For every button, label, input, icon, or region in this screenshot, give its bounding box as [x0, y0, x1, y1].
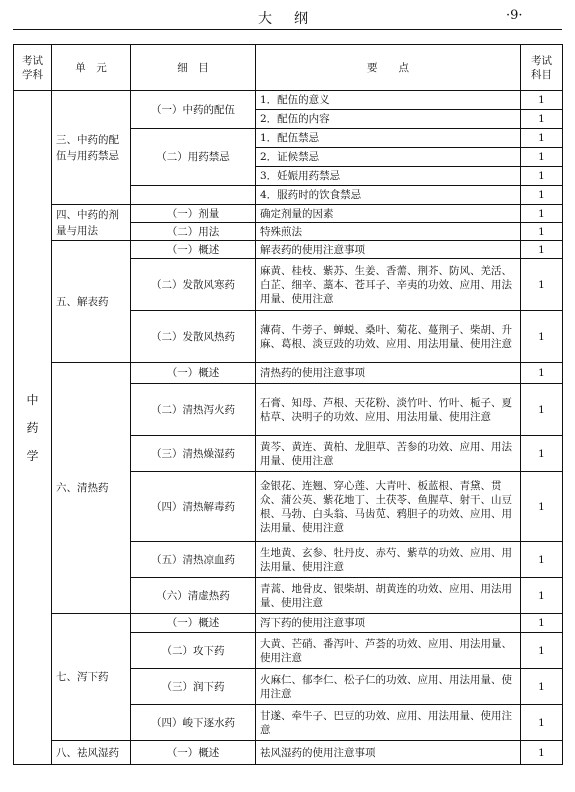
grade-1: 1 — [521, 91, 563, 110]
detail-4: （二）用法 — [131, 223, 256, 241]
page-number: ·9· — [506, 8, 523, 23]
point-6: 4．服药时的饮食禁忌 — [256, 186, 521, 205]
detail-17: （四）峻下逐水药 — [131, 705, 256, 741]
grade-4: 1 — [521, 148, 563, 167]
header-points: 要 点 — [256, 45, 521, 91]
detail-18: （一）概述 — [131, 741, 256, 765]
header-detail: 细 目 — [131, 45, 256, 91]
point-5: 3．妊娠用药禁忌 — [256, 167, 521, 186]
grade-14: 1 — [521, 436, 563, 472]
point-3: 1．配伍禁忌 — [256, 129, 521, 148]
detail-10: （三）清热燥湿药 — [131, 436, 256, 472]
grade-16: 1 — [521, 542, 563, 578]
unit-7-text: 七、泻下药 — [56, 671, 109, 683]
detail-2b-empty — [131, 186, 256, 205]
detail-9: （二）清热泻火药 — [131, 384, 256, 436]
point-2: 2．配伍的内容 — [256, 110, 521, 129]
point-4: 2．证候禁忌 — [256, 148, 521, 167]
detail-2: （二）用药禁忌 — [131, 129, 256, 186]
unit-5-text: 五、解表药 — [56, 295, 109, 308]
header-unit: 单 元 — [52, 45, 131, 91]
detail-1: （一）中药的配伍 — [131, 91, 256, 129]
running-title: 大纲 — [258, 11, 330, 27]
unit-5 — [52, 241, 131, 363]
grade-22: 1 — [521, 741, 563, 765]
grade-20: 1 — [521, 669, 563, 705]
subject-text: 中 药 学 — [26, 392, 39, 463]
detail-13: （六）清虚热药 — [131, 578, 256, 614]
point-8: 特殊煎法 — [256, 223, 521, 241]
grade-17: 1 — [521, 578, 563, 614]
grade-19: 1 — [521, 633, 563, 669]
header-subject-text: 考试 学科 — [22, 54, 43, 81]
grade-18: 1 — [521, 614, 563, 633]
detail-5: （一）概述 — [131, 241, 256, 259]
detail-15: （二）攻下药 — [131, 633, 256, 669]
grade-9: 1 — [521, 241, 563, 259]
grade-11: 1 — [521, 311, 563, 363]
point-1: 1．配伍的意义 — [256, 91, 521, 110]
grade-21: 1 — [521, 705, 563, 741]
syllabus-table — [13, 44, 563, 765]
point-12: 清热药的使用注意事项 — [256, 363, 521, 384]
unit-4-text: 四、中药的剂 量与用法 — [56, 208, 119, 237]
unit-7 — [52, 614, 131, 741]
unit-6 — [52, 363, 131, 614]
detail-14: （一）概述 — [131, 614, 256, 633]
point-16: 生地黄、玄参、牡丹皮、赤芍、紫草的功效、应用、用法用量、使用注意 — [256, 542, 521, 578]
page-header — [0, 0, 575, 40]
point-10: 麻黄、桂枝、紫苏、生姜、香薷、荆芥、防风、羌活、白芷、细辛、藁本、苍耳子、辛夷的功效、应用、用法用量、使用注意 — [256, 259, 521, 311]
grade-7: 1 — [521, 205, 563, 223]
grade-12: 1 — [521, 363, 563, 384]
detail-7: （二）发散风热药 — [131, 311, 256, 363]
detail-12: （五）清热凉血药 — [131, 542, 256, 578]
grade-8: 1 — [521, 223, 563, 241]
subject-cell — [14, 91, 52, 765]
grade-3: 1 — [521, 129, 563, 148]
table-row — [14, 363, 563, 384]
header-grade — [521, 45, 563, 91]
point-13: 石膏、知母、芦根、天花粉、淡竹叶、竹叶、栀子、夏枯草、决明子的功效、应用、用法用量、使用注意 — [256, 384, 521, 436]
point-21: 甘遂、牵牛子、巴豆的功效、应用、用法用量、使用注意 — [256, 705, 521, 741]
point-7: 确定剂量的因素 — [256, 205, 521, 223]
point-11: 薄荷、牛蒡子、蝉蜕、桑叶、菊花、蔓荆子、柴胡、升麻、葛根、淡豆豉的功效、应用、用法用量、使用注意 — [256, 311, 521, 363]
point-20: 火麻仁、郁李仁、松子仁的功效、应用、用法用量、使用注意 — [256, 669, 521, 705]
table-row — [14, 741, 563, 765]
detail-16: （三）润下药 — [131, 669, 256, 705]
table-row — [14, 241, 563, 259]
grade-10: 1 — [521, 259, 563, 311]
grade-15: 1 — [521, 472, 563, 542]
point-19: 大黄、芒硝、番泻叶、芦荟的功效、应用、用法用量、使用注意 — [256, 633, 521, 669]
detail-3: （一）剂量 — [131, 205, 256, 223]
grade-5: 1 — [521, 167, 563, 186]
detail-6: （二）发散风寒药 — [131, 259, 256, 311]
unit-3-text: 三、中药的配 伍与用药禁忌 — [56, 133, 119, 162]
point-18: 泻下药的使用注意事项 — [256, 614, 521, 633]
table-row — [14, 614, 563, 633]
point-15: 金银花、连翘、穿心莲、大青叶、板蓝根、青黛、贯众、蒲公英、紫花地丁、土茯苓、鱼腥草、射干、山豆根、马勃、白头翁、马齿苋、鸦胆子的功效、应用、用法用量、使用注意 — [256, 472, 521, 542]
point-17: 青蒿、地骨皮、银柴胡、胡黄连的功效、应用、用法用量、使用注意 — [256, 578, 521, 614]
header-grade-text: 考试 科目 — [531, 54, 552, 81]
unit-3 — [52, 91, 131, 205]
unit-8: 八、祛风湿药 — [52, 741, 131, 765]
header-subject — [14, 45, 52, 91]
detail-11: （四）清热解毒药 — [131, 472, 256, 542]
table-row — [14, 205, 563, 223]
table-header-row — [14, 45, 563, 91]
point-14: 黄芩、黄连、黄柏、龙胆草、苦参的功效、应用、用法用量、使用注意 — [256, 436, 521, 472]
grade-13: 1 — [521, 384, 563, 436]
detail-8: （一）概述 — [131, 363, 256, 384]
grade-6: 1 — [521, 186, 563, 205]
grade-2: 1 — [521, 110, 563, 129]
point-9: 解表药的使用注意事项 — [256, 241, 521, 259]
unit-6-text: 六、清热药 — [56, 482, 109, 494]
unit-4 — [52, 205, 131, 241]
point-22: 祛风湿药的使用注意事项 — [256, 741, 521, 765]
table-row — [14, 91, 563, 110]
header-rule — [13, 29, 562, 30]
